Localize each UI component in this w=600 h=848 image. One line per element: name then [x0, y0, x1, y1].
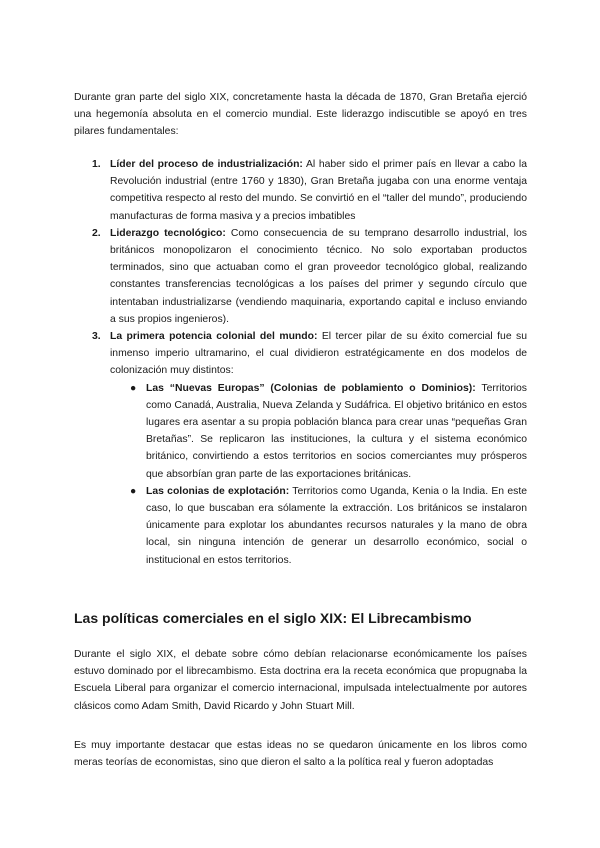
ideas-paragraph: Es muy importante destacar que estas ideas no se quedaron únicamente en los libros como meras teorías de economistas, sino que dieron el salto a la política real y fueron adoptadas — [74, 740, 527, 769]
pillar-item-industrialization — [74, 156, 527, 225]
colony-model-title: Las colonias de explotación: — [146, 485, 290, 497]
pillar-item-technology — [74, 225, 527, 328]
colony-models-list — [110, 380, 527, 569]
pillar-title: Liderazgo tecnológico: — [110, 227, 226, 239]
pillars-list — [74, 156, 527, 569]
bullet-icon: ● — [130, 382, 137, 394]
colony-model-text: Territorios como Canadá, Australia, Nueva Zelanda y Sudáfrica. El objetivo británico en estos lugares era asentar a su propia población blanca para crear unas “pequeñas Gran Bretañas”. Se replicaron las instituciones, la cultura y el sistema económico británico, convirtiendo a estos territorios en socios comerciantes muy prósperos que absorbían gran parte de las exportaciones británicas. — [146, 382, 528, 480]
pillar-text: Al haber sido el primer país en llevar a cabo la Revolución industrial (entre 1760 y 1830), Gran Bretaña jugaba con una enorme ventaja competitiva respecto al resto del mundo. Se convirtió en el “taller del mundo”, produciendo manufacturas de forma masiva y a precios imbatibles — [110, 159, 527, 222]
pillar-item-colonial-power — [74, 328, 527, 569]
pillar-title: Líder del proceso de industrialización: — [110, 159, 303, 170]
bullet-icon: ● — [130, 485, 137, 497]
pillar-number: 3. — [92, 331, 101, 343]
colony-model-exploitation — [110, 483, 527, 569]
pillar-title: La primera potencia colonial del mundo: — [110, 331, 318, 343]
intro-paragraph: Durante gran parte del siglo XIX, concretamente hasta la década de 1870, Gran Bretaña ejerció una hegemonía absoluta en el comercio mundial. Este liderazgo indiscutible se apoyó en tres pilares fundamentales: — [74, 92, 527, 138]
pillar-text: El tercer pilar de su éxito comercial fue su inmenso imperio ultramarino, el cual dividieron estratégicamente en dos modelos de colonización muy distintos: — [110, 331, 528, 377]
pillar-number: 1. — [92, 159, 101, 170]
librecambismo-paragraph: Durante el siglo XIX, el debate sobre cómo debían relacionarse económicamente los países estuvo dominado por el librecambismo. Esta doctrina era la receta económica que propugnaba la Escuela Liberal para organizar el comercio internacional, impulsada intelectualmente por autores clásicos como Adam Smith, David Ricardo y John Stuart Mill. — [74, 649, 527, 712]
section-heading: Las políticas comerciales en el siglo XIX: El Librecambismo — [74, 610, 472, 626]
pillar-number: 2. — [92, 227, 101, 239]
colony-model-title: Las “Nuevas Europas” (Colonias de poblamiento o Dominios): — [146, 382, 476, 394]
pillar-text: Como consecuencia de su temprano desarrollo industrial, los británicos monopolizaron el conocimiento técnico. No solo exportaban productos terminados, sino que actuaban como el gran proveedor tecnológico global, realizando constantes transferencias tecnológicas a los países del primer y segundo círculo que intentaban industrializarse (vendiendo maquinaria, exportando capital e incluso enviando a sus propios ingenieros). — [110, 227, 527, 325]
colony-model-settlement — [110, 380, 527, 483]
colony-model-text: Territorios como Uganda, Kenia o la India. En este caso, lo que buscaban era sólamente la extracción. Los británicos se instalaron únicamente para explotar los abundantes recursos naturales y la mano de obra local, sin ninguna intención de generar un desarrollo económico, social o institucional en estos territorios. — [146, 485, 527, 566]
